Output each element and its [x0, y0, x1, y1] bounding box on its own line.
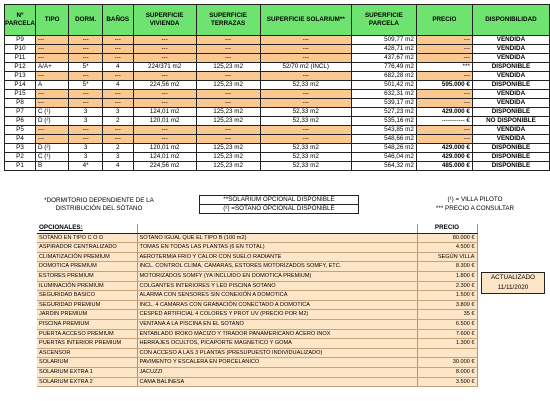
table-cell: --- — [416, 36, 472, 45]
table-cell: --- — [35, 36, 68, 45]
table-cell: --- — [416, 54, 472, 63]
table-cell: 224,56 m2 — [133, 81, 196, 90]
optional-description: ENTABLADO IROKO MACIZO Y TIRADOR PANAMERICANO ACERO INOX — [137, 329, 417, 339]
optional-row — [37, 348, 477, 358]
table-cell: VENDIDA — [472, 54, 549, 63]
table-cell: 52,33 m2 — [260, 144, 351, 153]
optional-row — [37, 329, 477, 339]
table-cell: --- — [69, 72, 103, 81]
optional-description: COLGANTES INTERIORES Y LED PISCINA SOTANO — [137, 281, 417, 291]
table-cell: D (²) — [35, 144, 68, 153]
updated-box — [481, 272, 545, 294]
table-cell: C (¹) — [35, 153, 68, 162]
table-cell: 429.000 € — [416, 153, 472, 162]
table-cell: --- — [35, 135, 68, 144]
table-cell: P11 — [5, 54, 36, 63]
optional-row — [37, 377, 477, 387]
column-header: DORM. — [69, 5, 103, 36]
column-header: PRECIO — [416, 5, 472, 36]
table-cell: --- — [260, 36, 351, 45]
optionals-table — [37, 224, 478, 387]
table-cell: A/A+ — [35, 63, 68, 72]
table-cell: 485.000 € — [416, 162, 472, 171]
table-cell: ----------- € — [416, 117, 472, 126]
table-cell: --- — [69, 45, 103, 54]
optional-row — [37, 310, 477, 320]
optional-price: 80.000 € — [417, 233, 477, 243]
optional-description: TOMAS EN TODAS LAS PLANTAS (6 EN TOTAL) — [137, 243, 417, 253]
table-cell: --- — [260, 45, 351, 54]
table-cell: --- — [69, 126, 103, 135]
optional-description: CESPED ARTIFICIAL 4 COLORES Y PROT UV (PRECIO POR M2) — [137, 310, 417, 320]
table-row — [5, 72, 550, 81]
table-cell: 120,01 m2 — [133, 144, 196, 153]
table-cell: --- — [133, 99, 196, 108]
table-cell: 3 — [69, 117, 103, 126]
table-cell: 682,28 m2 — [351, 72, 416, 81]
optional-price — [417, 348, 477, 358]
optional-description: VENTANA A LA PISCINA EN EL SOTANO — [137, 319, 417, 329]
table-cell: --- — [69, 99, 103, 108]
table-cell: P13 — [5, 72, 36, 81]
table-cell: 125,23 m2 — [196, 162, 260, 171]
table-cell: DISPONIBLE — [472, 153, 549, 162]
table-cell: C (¹) — [35, 108, 68, 117]
table-cell: 548,66 m2 — [351, 135, 416, 144]
table-row — [5, 162, 550, 171]
table-cell: 543,85 m2 — [351, 126, 416, 135]
table-cell: P3 — [5, 144, 36, 153]
table-cell: 2 — [102, 144, 133, 153]
optional-description: ALARMA CON SENSORES SIN CONEXIÓN A DOMOTICA — [137, 291, 417, 301]
table-cell: --- — [260, 90, 351, 99]
optional-row — [37, 291, 477, 301]
table-cell: 120,01 m2 — [133, 117, 196, 126]
table-row — [5, 135, 550, 144]
table-cell: 4 — [102, 162, 133, 171]
table-cell: 52,33 m2 — [260, 117, 351, 126]
updated-label: ACTUALIZADO — [490, 274, 536, 281]
table-cell: --- — [196, 36, 260, 45]
table-cell: VENDIDA — [472, 36, 549, 45]
table-cell: --- — [133, 90, 196, 99]
table-cell: VENDIDA — [472, 135, 549, 144]
table-cell: 3 — [102, 153, 133, 162]
table-cell: --- — [416, 72, 472, 81]
table-cell: DISPONIBLE — [472, 81, 549, 90]
table-cell: P12 — [5, 63, 36, 72]
column-header: Nº PARCELA — [5, 5, 36, 36]
table-cell: --- — [260, 135, 351, 144]
column-header: DISPONIBILIDAD — [472, 5, 549, 36]
column-header: SUPERFICIE PARCELA — [351, 5, 416, 36]
table-cell: --- — [196, 45, 260, 54]
optional-name: CLIMATIZACIÓN PREMIUM — [37, 252, 137, 262]
optional-row — [37, 243, 477, 253]
table-cell: 5* — [69, 81, 103, 90]
table-cell: --- — [133, 72, 196, 81]
table-cell: --- — [102, 90, 133, 99]
table-cell: --- — [133, 126, 196, 135]
table-row — [5, 126, 550, 135]
table-cell: --- — [35, 99, 68, 108]
optional-name: SOLARIUM — [37, 358, 137, 368]
table-cell: --- — [133, 54, 196, 63]
table-cell: --- — [196, 99, 260, 108]
optional-description: INCL. 4 CAMARAS CON GRABACIÓN CONECTADO A DOMOTICA — [137, 300, 417, 310]
table-row — [5, 36, 550, 45]
optional-row — [37, 367, 477, 377]
table-cell: 3 — [69, 108, 103, 117]
optional-price: 1.800 € — [417, 271, 477, 281]
table-header-row — [5, 5, 550, 36]
table-cell: 501,42 m2 — [351, 81, 416, 90]
table-cell: 52,33 m2 — [260, 81, 351, 90]
table-cell: 428,71 m2 — [351, 45, 416, 54]
sotano-note: (²) =SÓTANO OPCIONAL DISPONIBLE — [199, 204, 359, 214]
optional-name: ILUMINACIÓN PREMIUM — [37, 281, 137, 291]
table-cell: --- — [260, 126, 351, 135]
table-cell: VENDIDA — [472, 72, 549, 81]
optional-price: 3.500 € — [417, 377, 477, 387]
table-cell: --- — [196, 72, 260, 81]
table-cell: --- — [196, 135, 260, 144]
table-row — [5, 99, 550, 108]
optional-price: 2.300 € — [417, 281, 477, 291]
table-cell: 52,33 m2 — [260, 108, 351, 117]
table-cell: 125,23 m2 — [196, 108, 260, 117]
table-cell: DISPONIBLE — [472, 144, 549, 153]
optional-price: 30.000 € — [417, 358, 477, 368]
column-header: SUPERFICIE SOLARIUM** — [260, 5, 351, 36]
optional-name: PUERTA ACCESO PREMIUM — [37, 329, 137, 339]
table-cell: DISPONIBLE — [472, 63, 549, 72]
solarium-note: **SOLARIUM OPCIONAL DISPONIBLE — [199, 195, 359, 205]
optional-row — [37, 319, 477, 329]
table-cell: --- — [196, 54, 260, 63]
table-cell: 3 — [69, 153, 103, 162]
table-cell: 3 — [69, 144, 103, 153]
table-cell: VENDIDA — [472, 99, 549, 108]
table-cell: 124,01 m2 — [133, 153, 196, 162]
table-cell: 632,31 m2 — [351, 90, 416, 99]
table-row — [5, 45, 550, 54]
optionals-header-row — [37, 224, 477, 233]
table-cell: 546,04 m2 — [351, 153, 416, 162]
table-cell: --- — [260, 72, 351, 81]
column-header: BAÑOS — [102, 5, 133, 36]
table-cell: --- — [69, 54, 103, 63]
column-header: TIPO — [35, 5, 68, 36]
table-cell: 124,01 m2 — [133, 108, 196, 117]
optional-name: SEGURIDAD BASICO — [37, 291, 137, 301]
optional-price: 1.300 € — [417, 339, 477, 349]
table-row — [5, 54, 550, 63]
table-cell: --- — [102, 36, 133, 45]
table-cell: --- — [133, 45, 196, 54]
table-cell: --- — [35, 90, 68, 99]
table-cell: 125,23 m2 — [196, 117, 260, 126]
table-cell: P9 — [5, 36, 36, 45]
table-cell: 4 — [102, 81, 133, 90]
table-cell: --- — [416, 99, 472, 108]
table-cell: P6 — [5, 117, 36, 126]
optional-name: PISCINA PREMIUM — [37, 319, 137, 329]
optional-description: CAMA BALINESA — [137, 377, 417, 387]
table-cell: 52/70 m2 (INCL) — [260, 63, 351, 72]
optional-row — [37, 300, 477, 310]
optional-name: SOTANO EN TIPO C O D — [37, 233, 137, 243]
optional-row — [37, 339, 477, 349]
table-cell: P7 — [5, 108, 36, 117]
table-cell: --- — [35, 45, 68, 54]
table-cell: 564,32 m2 — [351, 162, 416, 171]
optional-name: ASCENSOR — [37, 348, 137, 358]
table-cell: --- — [260, 54, 351, 63]
table-cell: P5 — [5, 126, 36, 135]
optional-row — [37, 271, 477, 281]
table-cell: --- — [102, 72, 133, 81]
table-cell: NO DISPONIBLE — [472, 117, 549, 126]
table-cell: 4* — [69, 162, 103, 171]
column-header: SUPERFICIE TERRAZAS — [196, 5, 260, 36]
optional-description: JACUZZI — [137, 367, 417, 377]
optional-price: 35 € — [417, 310, 477, 320]
table-cell: 5* — [69, 63, 103, 72]
optional-name: ESTORES PREMIUM — [37, 271, 137, 281]
optional-name: DOMOTICA PREMIUM — [37, 262, 137, 272]
table-cell: 429.000 € — [416, 108, 472, 117]
table-cell: --- — [35, 72, 68, 81]
villa-piloto-note: (¹) = VILLA PILOTO — [447, 196, 503, 203]
optional-price: 3.800 € — [417, 300, 477, 310]
table-row — [5, 90, 550, 99]
table-cell: --- — [69, 90, 103, 99]
table-row — [5, 153, 550, 162]
table-cell: DISPONIBLE — [472, 162, 549, 171]
table-cell: P10 — [5, 45, 36, 54]
table-cell: 2 — [102, 117, 133, 126]
table-cell: --- — [416, 90, 472, 99]
optional-price: SEGÚN VILLA — [417, 252, 477, 262]
table-cell: DISPONIBLE — [472, 108, 549, 117]
table-cell: --- — [102, 135, 133, 144]
table-cell: 548,26 m2 — [351, 144, 416, 153]
table-cell: 52,33 m2 — [260, 153, 351, 162]
table-row — [5, 63, 550, 72]
table-cell: --- — [102, 45, 133, 54]
optional-name: JARDIN PREMIUM — [37, 310, 137, 320]
table-cell: 539,17 m2 — [351, 99, 416, 108]
table-cell: 224/371 m2 — [133, 63, 196, 72]
table-cell: P4 — [5, 135, 36, 144]
updated-date: 11/11/2020 — [497, 284, 529, 291]
optional-description: SOTANO IGUAL QUE EL TIPO B (100 m2) — [137, 233, 417, 243]
parcel-table — [4, 4, 550, 171]
table-cell: --- — [196, 126, 260, 135]
table-cell: VENDIDA — [472, 90, 549, 99]
table-cell: --- — [196, 90, 260, 99]
table-cell: --- — [133, 36, 196, 45]
table-cell: B — [35, 162, 68, 171]
table-cell: --- — [102, 99, 133, 108]
optional-price: 4.500 € — [417, 243, 477, 253]
table-cell: A — [35, 81, 68, 90]
table-cell: --- — [35, 54, 68, 63]
optional-price: 1.500 € — [417, 291, 477, 301]
table-cell: 595.000 € — [416, 81, 472, 90]
optional-price: 6.500 € — [417, 319, 477, 329]
table-cell: *** — [416, 63, 472, 72]
optional-name: ASPIRADOR CENTRALIZADO — [37, 243, 137, 253]
table-cell: 125,23 m2 — [196, 63, 260, 72]
table-cell: 125,23 m2 — [196, 153, 260, 162]
table-cell: 52,33 m2 — [260, 162, 351, 171]
table-cell: 429.000 € — [416, 144, 472, 153]
optional-price: 8.000 € — [417, 367, 477, 377]
table-cell: --- — [416, 135, 472, 144]
table-cell: --- — [69, 135, 103, 144]
table-cell: 437,67 m2 — [351, 54, 416, 63]
optional-description: MOTORIZADOS SOMFY (YA INCLUIDO EN DOMOTICA PREMIUM) — [137, 271, 417, 281]
table-cell: --- — [416, 126, 472, 135]
dormitorio-note: *DORMITORIO DEPENDIENTE DE LA DISTRIBUCIÓN DEL SÓTANO — [44, 197, 154, 212]
table-row — [5, 108, 550, 117]
table-cell: VENDIDA — [472, 45, 549, 54]
table-cell: --- — [102, 126, 133, 135]
table-cell: 4 — [102, 63, 133, 72]
table-cell: --- — [102, 54, 133, 63]
optional-name: PUERTAS INTERIOR PREMIUM — [37, 339, 137, 349]
optional-description: INCL. CONTROL CLIMA, CAMARAS, ESTORES MOTORIZADOS SOMFY, ETC. — [137, 262, 417, 272]
table-cell: D (²) — [35, 117, 68, 126]
optional-name: SOLARIUM EXTRA 1 — [37, 367, 137, 377]
table-cell: --- — [133, 135, 196, 144]
table-cell: 535,16 m2 — [351, 117, 416, 126]
table-row — [5, 144, 550, 153]
optional-row — [37, 281, 477, 291]
table-cell: P2 — [5, 153, 36, 162]
precio-consultar-note: *** PRECIO A CONSULTAR — [435, 205, 515, 212]
optional-row — [37, 252, 477, 262]
table-cell: --- — [416, 45, 472, 54]
table-cell: P1 — [5, 162, 36, 171]
table-cell: --- — [69, 36, 103, 45]
column-header: SUPERFICIE VIVIENDA — [133, 5, 196, 36]
table-cell: VENDIDA — [472, 126, 549, 135]
table-cell: --- — [260, 99, 351, 108]
table-cell: 3 — [102, 108, 133, 117]
optional-price: 7.600 € — [417, 329, 477, 339]
optional-description: PAVIMENTO Y ESCALERA EN PORCELANICO — [137, 358, 417, 368]
optional-description: HERRAJES OCULTOS, PICAPORTE MAGNETICO Y GOMA — [137, 339, 417, 349]
table-cell: --- — [35, 126, 68, 135]
optionals-title: OPCIONALES: — [37, 224, 137, 233]
table-cell: 125,23 m2 — [196, 81, 260, 90]
table-cell: P8 — [5, 99, 36, 108]
table-row — [5, 117, 550, 126]
optional-row — [37, 262, 477, 272]
optional-row — [37, 358, 477, 368]
table-cell: P14 — [5, 81, 36, 90]
table-cell: 224,56 m2 — [133, 162, 196, 171]
table-cell: 125,23 m2 — [196, 144, 260, 153]
optional-description: AEROTERMIA FRIO Y CALOR CON SUELO RADIANTE — [137, 252, 417, 262]
table-cell: 509,77 m2 — [351, 36, 416, 45]
optional-row — [37, 233, 477, 243]
optionals-price-header: PRECIO — [417, 224, 477, 233]
table-row — [5, 81, 550, 90]
table-cell: 527,23 m2 — [351, 108, 416, 117]
table-cell: P15 — [5, 90, 36, 99]
table-cell: 776,49 m2 — [351, 63, 416, 72]
optional-name: SEGURIDAD PREMIUM — [37, 300, 137, 310]
optional-price: 8.300 € — [417, 262, 477, 272]
optional-name: SOLARIUM EXTRA 2 — [37, 377, 137, 387]
optional-description: CON ACCESO A LAS 3 PLANTAS (PRESUPUESTO INDIVIDUALIZADO) — [137, 348, 417, 358]
